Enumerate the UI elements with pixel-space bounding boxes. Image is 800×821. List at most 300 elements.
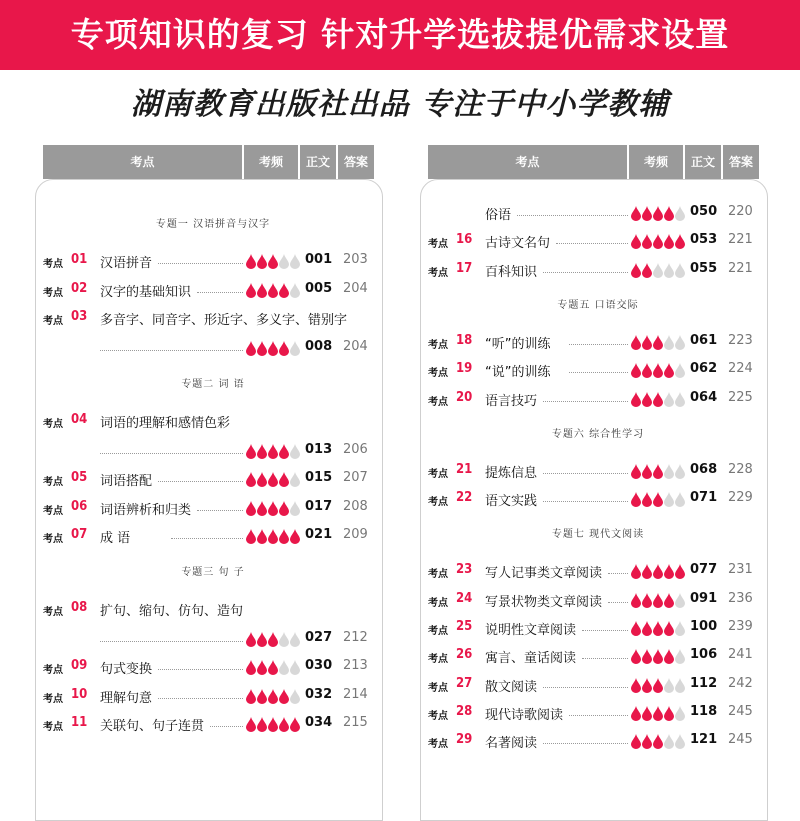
frequency-rating: [631, 234, 691, 250]
answer-page-number: 206: [343, 441, 368, 457]
drop-filled-icon: [642, 464, 652, 479]
point-title: 俗语: [485, 208, 512, 223]
drop-filled-icon: [279, 717, 289, 732]
drop-empty-icon: [664, 678, 674, 693]
point-title: 成 语: [100, 531, 131, 546]
toc-row: [428, 360, 768, 382]
dotted-leader: [543, 743, 628, 744]
point-number: 29: [456, 732, 473, 748]
drop-filled-icon: [246, 444, 256, 459]
point-title: 理解句意: [100, 690, 153, 706]
text-page-number: 100: [690, 619, 718, 634]
text-page-number: 005: [305, 280, 333, 296]
point-label: 考点: [428, 267, 448, 279]
toc-row: [428, 260, 768, 282]
dotted-leader: [197, 510, 243, 511]
point-title: “听”的训练: [485, 336, 551, 352]
drop-filled-icon: [642, 335, 652, 350]
drop-empty-icon: [290, 283, 300, 298]
frequency-rating: [246, 501, 306, 517]
dotted-leader: [158, 698, 243, 699]
point-number: 16: [456, 232, 473, 248]
dotted-leader: [543, 473, 628, 474]
point-number: 08: [71, 599, 88, 615]
answer-page-number: 207: [343, 470, 368, 485]
drop-empty-icon: [675, 464, 685, 479]
answer-page-number: 215: [343, 715, 368, 730]
answer-page-number: 225: [728, 389, 753, 405]
drop-filled-icon: [664, 564, 674, 579]
frequency-rating: [246, 632, 306, 648]
frequency-rating: [631, 593, 691, 609]
dotted-leader: [100, 453, 243, 454]
answer-page-number: 204: [343, 280, 368, 296]
drop-filled-icon: [631, 234, 641, 249]
drop-filled-icon: [642, 363, 652, 378]
point-title: 关联句、句子连贯: [100, 719, 205, 734]
text-page-number: 064: [690, 389, 718, 405]
text-page-number: 077: [690, 562, 718, 578]
drop-empty-icon: [675, 492, 685, 507]
dotted-leader: [582, 658, 628, 659]
frequency-rating: [246, 444, 306, 460]
answer-page-number: 214: [343, 686, 368, 702]
text-page-number: 013: [305, 441, 333, 457]
frequency-rating: [631, 206, 691, 222]
dotted-leader: [100, 641, 243, 642]
point-number: 03: [71, 309, 88, 324]
point-title: 说明性文章阅读: [485, 623, 577, 638]
drop-filled-icon: [257, 254, 267, 269]
drop-filled-icon: [268, 254, 278, 269]
point-number: 25: [456, 619, 473, 634]
drop-filled-icon: [631, 464, 641, 479]
drop-filled-icon: [246, 632, 256, 647]
point-label: 考点: [43, 606, 63, 618]
drop-empty-icon: [664, 734, 674, 749]
text-page-number: 017: [305, 498, 333, 514]
point-label: 考点: [43, 722, 63, 733]
toc-row: [43, 498, 383, 520]
drop-empty-icon: [675, 678, 685, 693]
drop-filled-icon: [257, 689, 267, 704]
frequency-rating: [246, 717, 306, 733]
drop-filled-icon: [642, 392, 652, 407]
point-number: 20: [456, 389, 473, 405]
drop-filled-icon: [642, 649, 652, 664]
dotted-leader: [543, 501, 628, 502]
answer-page-number: 245: [728, 732, 753, 748]
section-title: 专题五 口语交际: [557, 299, 639, 311]
point-label: 考点: [43, 287, 63, 299]
drop-empty-icon: [664, 263, 674, 278]
toc-row-title: [43, 599, 383, 621]
drop-filled-icon: [279, 444, 289, 459]
drop-filled-icon: [246, 501, 256, 516]
text-page-number: 091: [690, 590, 718, 606]
point-label: 考点: [428, 368, 448, 380]
text-page-number: 008: [305, 339, 333, 354]
point-number: 09: [71, 658, 88, 673]
frequency-rating: [631, 464, 691, 480]
drop-empty-icon: [675, 593, 685, 608]
point-number: 19: [456, 361, 473, 377]
drop-filled-icon: [664, 234, 674, 249]
dotted-leader: [158, 669, 243, 670]
drop-filled-icon: [653, 593, 663, 608]
drop-filled-icon: [653, 734, 663, 749]
drop-empty-icon: [290, 472, 300, 487]
frequency-rating: [246, 283, 306, 299]
drop-filled-icon: [257, 529, 267, 544]
drop-empty-icon: [675, 706, 685, 721]
point-number: 28: [456, 703, 473, 719]
point-label: 考点: [428, 739, 448, 751]
answer-page-number: 229: [728, 490, 753, 506]
answer-page-number: 221: [728, 232, 753, 248]
section-title: 专题二 词 语: [181, 378, 245, 390]
drop-filled-icon: [631, 678, 641, 693]
section-title: 专题一 汉语拼音与汉字: [155, 219, 271, 230]
answer-page-number: 221: [728, 260, 753, 276]
toc-row: [43, 338, 383, 360]
frequency-rating: [246, 689, 306, 705]
header-point: 考点: [43, 145, 242, 179]
dotted-leader: [608, 573, 628, 574]
frequency-rating: [246, 254, 306, 270]
toc-row: [428, 703, 768, 725]
point-number: 26: [456, 647, 473, 663]
toc-row: [428, 561, 768, 583]
point-label: 考点: [428, 654, 448, 666]
point-title: 汉语拼音: [100, 256, 153, 271]
drop-filled-icon: [268, 341, 278, 356]
drop-filled-icon: [268, 472, 278, 487]
drop-filled-icon: [653, 492, 663, 507]
text-page-number: 118: [690, 703, 718, 719]
point-number: 22: [456, 490, 473, 506]
text-page-number: 027: [305, 629, 333, 645]
dotted-leader: [543, 272, 628, 273]
drop-filled-icon: [279, 529, 289, 544]
dotted-leader: [517, 215, 628, 216]
answer-page-number: 203: [343, 252, 368, 267]
toc-row: [428, 646, 768, 668]
drop-filled-icon: [246, 341, 256, 356]
dotted-leader: [543, 687, 628, 688]
dotted-leader: [210, 726, 243, 727]
drop-empty-icon: [675, 734, 685, 749]
drop-filled-icon: [664, 649, 674, 664]
drop-filled-icon: [246, 529, 256, 544]
answer-page-number: 245: [728, 703, 753, 719]
drop-filled-icon: [257, 472, 267, 487]
drop-empty-icon: [290, 660, 300, 675]
answer-page-number: 204: [343, 339, 368, 354]
drop-filled-icon: [631, 593, 641, 608]
drop-empty-icon: [675, 335, 685, 350]
drop-filled-icon: [631, 263, 641, 278]
point-number: 17: [456, 260, 473, 276]
drop-empty-icon: [290, 444, 300, 459]
point-label: 考点: [428, 396, 448, 408]
toc-row: [43, 526, 383, 548]
point-label: 考点: [43, 693, 63, 705]
drop-filled-icon: [268, 529, 278, 544]
drop-filled-icon: [642, 621, 652, 636]
dotted-leader: [158, 481, 243, 482]
toc-row: [43, 441, 383, 463]
toc-row: [43, 251, 383, 273]
answer-page-number: 213: [343, 658, 368, 673]
publisher-tagline: 湖南教育出版社出品 专注于中小学教辅: [130, 87, 670, 122]
drop-filled-icon: [279, 472, 289, 487]
point-title: 词语的理解和感情色彩: [100, 415, 231, 431]
point-label: 考点: [428, 597, 448, 609]
drop-filled-icon: [631, 706, 641, 721]
drop-filled-icon: [279, 341, 289, 356]
drop-empty-icon: [664, 464, 674, 479]
point-title: 词语搭配: [100, 474, 153, 489]
drop-filled-icon: [268, 444, 278, 459]
text-page-number: 001: [305, 252, 333, 267]
point-title: 散文阅读: [485, 679, 538, 695]
drop-filled-icon: [246, 283, 256, 298]
point-title: 写人记事类文章阅读: [485, 566, 603, 582]
toc-row: [43, 686, 383, 708]
point-label: 考点: [43, 316, 63, 327]
section-title: 专题七 现代文阅读: [551, 529, 645, 541]
answer-page-number: 231: [728, 562, 753, 578]
drop-empty-icon: [664, 492, 674, 507]
drop-filled-icon: [664, 206, 674, 221]
frequency-rating: [631, 734, 691, 750]
drop-filled-icon: [279, 689, 289, 704]
drop-filled-icon: [675, 234, 685, 249]
text-page-number: 071: [690, 490, 718, 506]
drop-empty-icon: [653, 263, 663, 278]
point-number: 01: [71, 252, 88, 267]
header-frequency: 考频: [244, 145, 298, 179]
dotted-leader: [569, 372, 628, 373]
point-number: 27: [456, 675, 473, 691]
drop-filled-icon: [642, 263, 652, 278]
drop-filled-icon: [246, 689, 256, 704]
point-number: 23: [456, 562, 473, 578]
answer-page-number: 223: [728, 332, 753, 348]
frequency-rating: [246, 341, 306, 357]
section-title: 专题六 综合性学习: [551, 428, 645, 440]
drop-filled-icon: [268, 660, 278, 675]
dotted-leader: [171, 538, 243, 539]
point-number: 21: [456, 461, 473, 477]
contents-panel-left: [43, 145, 383, 805]
text-page-number: 121: [690, 732, 718, 748]
drop-filled-icon: [653, 649, 663, 664]
promo-banner: 专项知识的复习 针对升学选拔提优需求设置: [0, 0, 800, 70]
drop-empty-icon: [279, 254, 289, 269]
drop-filled-icon: [642, 734, 652, 749]
drop-filled-icon: [257, 717, 267, 732]
drop-filled-icon: [653, 621, 663, 636]
drop-filled-icon: [664, 706, 674, 721]
drop-empty-icon: [675, 392, 685, 407]
header-text-page: 正文: [300, 145, 336, 179]
drop-empty-icon: [675, 363, 685, 378]
point-label: 考点: [428, 682, 448, 694]
point-title: 汉字的基础知识: [100, 284, 192, 300]
frequency-rating: [631, 649, 691, 665]
drop-empty-icon: [675, 621, 685, 636]
drop-empty-icon: [290, 254, 300, 269]
toc-row: [43, 629, 383, 651]
point-number: 06: [71, 498, 88, 514]
drop-filled-icon: [675, 564, 685, 579]
toc-row: [43, 657, 383, 679]
drop-empty-icon: [279, 660, 289, 675]
drop-filled-icon: [268, 689, 278, 704]
toc-row: [43, 469, 383, 491]
point-number: 10: [71, 686, 88, 702]
drop-filled-icon: [642, 706, 652, 721]
toc-row: [428, 590, 768, 612]
answer-page-number: 228: [728, 461, 753, 477]
point-title: 语言技巧: [485, 393, 538, 409]
drop-filled-icon: [642, 593, 652, 608]
frequency-rating: [631, 492, 691, 508]
drop-filled-icon: [631, 363, 641, 378]
point-title: 寓言、童话阅读: [485, 651, 577, 667]
text-page-number: 050: [690, 204, 718, 219]
toc-row: [428, 203, 768, 225]
text-page-number: 034: [305, 715, 333, 730]
frequency-rating: [631, 706, 691, 722]
text-page-number: 055: [690, 260, 718, 276]
point-title: “说”的训练: [485, 365, 551, 381]
drop-filled-icon: [246, 472, 256, 487]
drop-empty-icon: [290, 501, 300, 516]
answer-page-number: 212: [343, 629, 368, 645]
drop-empty-icon: [279, 632, 289, 647]
drop-empty-icon: [664, 392, 674, 407]
toc-row: [428, 332, 768, 354]
text-page-number: 106: [690, 647, 718, 663]
point-title: 句式变换: [100, 662, 153, 677]
toc-row-title: [43, 308, 383, 330]
drop-filled-icon: [631, 392, 641, 407]
toc-row: [43, 714, 383, 736]
dotted-leader: [569, 344, 628, 345]
answer-page-number: 209: [343, 527, 368, 542]
drop-filled-icon: [268, 717, 278, 732]
toc-row: [43, 280, 383, 302]
point-label: 考点: [428, 626, 448, 637]
frequency-rating: [631, 621, 691, 637]
answer-page-number: 239: [728, 619, 753, 634]
drop-empty-icon: [675, 206, 685, 221]
drop-filled-icon: [268, 501, 278, 516]
text-page-number: 032: [305, 686, 333, 702]
drop-filled-icon: [642, 678, 652, 693]
toc-row-title: [43, 411, 383, 433]
drop-filled-icon: [653, 335, 663, 350]
frequency-rating: [246, 660, 306, 676]
text-page-number: 062: [690, 361, 718, 377]
point-number: 18: [456, 332, 473, 348]
header-point: 考点: [428, 145, 627, 179]
drop-filled-icon: [653, 464, 663, 479]
drop-filled-icon: [279, 283, 289, 298]
drop-filled-icon: [268, 283, 278, 298]
drop-empty-icon: [664, 335, 674, 350]
point-number: 24: [456, 590, 473, 606]
drop-filled-icon: [290, 717, 300, 732]
drop-filled-icon: [653, 234, 663, 249]
drop-filled-icon: [631, 564, 641, 579]
point-label: 考点: [428, 339, 448, 351]
dotted-leader: [543, 401, 628, 402]
drop-filled-icon: [631, 621, 641, 636]
drop-filled-icon: [257, 501, 267, 516]
frequency-rating: [631, 363, 691, 379]
point-number: 04: [71, 411, 88, 427]
point-number: 02: [71, 280, 88, 296]
text-page-number: 061: [690, 332, 718, 348]
toc-row: [428, 231, 768, 253]
point-label: 考点: [428, 569, 448, 581]
drop-empty-icon: [675, 263, 685, 278]
text-page-number: 053: [690, 232, 718, 248]
text-page-number: 112: [690, 675, 718, 691]
drop-filled-icon: [653, 392, 663, 407]
drop-filled-icon: [246, 717, 256, 732]
drop-filled-icon: [642, 234, 652, 249]
text-page-number: 030: [305, 658, 333, 673]
header-answer-page: 答案: [338, 145, 374, 179]
point-title: 语文实践: [485, 494, 538, 510]
point-title: 提炼信息: [485, 465, 538, 481]
dotted-leader: [569, 715, 628, 716]
point-label: 考点: [428, 710, 448, 722]
toc-row: [428, 675, 768, 697]
drop-filled-icon: [664, 363, 674, 378]
drop-filled-icon: [257, 283, 267, 298]
point-title: 现代诗歌阅读: [485, 707, 564, 723]
point-number: 11: [71, 715, 88, 730]
answer-page-number: 220: [728, 204, 753, 219]
drop-filled-icon: [642, 492, 652, 507]
answer-page-number: 242: [728, 675, 753, 691]
frequency-rating: [631, 335, 691, 351]
point-title: 百科知识: [485, 264, 538, 280]
drop-empty-icon: [290, 689, 300, 704]
point-title: 名著阅读: [485, 736, 538, 752]
point-title: 词语辨析和归类: [100, 502, 192, 518]
drop-filled-icon: [653, 363, 663, 378]
dotted-leader: [556, 243, 628, 244]
drop-empty-icon: [675, 649, 685, 664]
point-label: 考点: [43, 505, 63, 517]
point-label: 考点: [43, 477, 63, 488]
point-title: 写景状物类文章阅读: [485, 594, 603, 610]
drop-filled-icon: [664, 621, 674, 636]
dotted-leader: [197, 292, 243, 293]
frequency-rating: [631, 564, 691, 580]
answer-page-number: 224: [728, 361, 753, 377]
frequency-rating: [631, 392, 691, 408]
toc-row: [428, 618, 768, 640]
drop-filled-icon: [290, 529, 300, 544]
